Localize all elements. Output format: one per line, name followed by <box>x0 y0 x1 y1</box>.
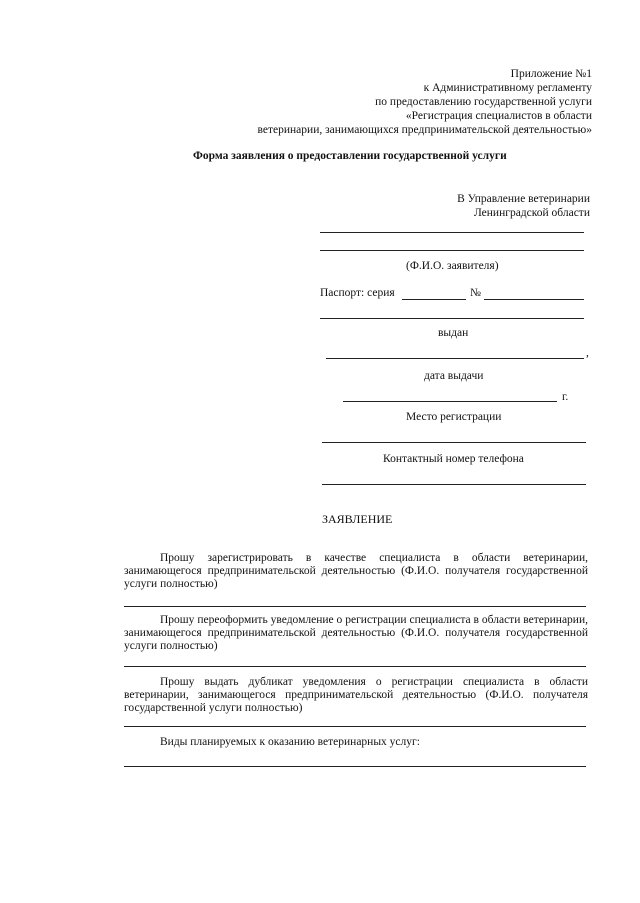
phone-label: Контактный номер телефона <box>383 453 524 465</box>
statement-title: ЗАЯВЛЕНИЕ <box>322 512 393 526</box>
issue-date-line[interactable] <box>343 401 557 402</box>
form-title: Форма заявления о предоставлении государственной услуги <box>193 150 507 162</box>
issued-by-comma: , <box>586 347 589 359</box>
request-reissue-name-line[interactable] <box>124 666 586 667</box>
applicant-name-label: (Ф.И.О. заявителя) <box>406 260 499 272</box>
services-label: Виды планируемых к оказанию ветеринарных услуг: <box>160 736 420 748</box>
appendix-number: Приложение №1 <box>510 68 592 80</box>
appendix-service-name-2: ветеринарии, занимающихся предпринимательской деятельностью» <box>257 124 592 136</box>
applicant-name-line-2[interactable] <box>320 250 584 251</box>
request-register-text: Прошу зарегистрировать в качестве специалиста в области ветеринарии, занимающегося предпринимательской деятельностью (Ф.И.О. получателя государственной услуги полностью) <box>124 552 588 590</box>
phone-line[interactable] <box>322 484 586 485</box>
request-duplicate-text: Прошу выдать дубликат уведомления о регистрации специалиста в области ветеринарии, занимающегося предпринимательской деятельностью (Ф.И.О. получателя государственной услуги полностью) <box>124 676 588 714</box>
passport-series-line[interactable] <box>402 299 466 300</box>
addressee-line-2: Ленинградской области <box>473 207 590 219</box>
passport-number-sign: № <box>470 287 481 299</box>
passport-extra-line[interactable] <box>320 318 584 319</box>
passport-series-label: Паспорт: серия <box>320 287 395 299</box>
request-duplicate <box>124 676 588 715</box>
appendix-service: по предоставлению государственной услуги <box>375 96 592 108</box>
registration-label: Место регистрации <box>406 411 502 423</box>
appendix-regulation: к Административному регламенту <box>423 82 592 94</box>
applicant-name-line-1[interactable] <box>320 232 584 233</box>
issued-by-line[interactable] <box>326 358 584 359</box>
appendix-service-name-1: «Регистрация специалистов в области <box>405 110 592 122</box>
request-reissue-text: Прошу переоформить уведомление о регистрации специалиста в области ветеринарии, занимающегося предпринимательской деятельностью (Ф.И.О. получателя государственной услуги полностью) <box>124 614 588 652</box>
addressee-line-1: В Управление ветеринарии <box>457 193 590 205</box>
registration-line[interactable] <box>322 442 586 443</box>
issue-date-year-suffix: г. <box>562 391 569 403</box>
request-register-name-line[interactable] <box>124 606 586 607</box>
request-duplicate-name-line[interactable] <box>124 726 586 727</box>
services-line[interactable] <box>124 766 586 767</box>
request-register <box>124 552 588 591</box>
issue-date-label: дата выдачи <box>424 370 484 382</box>
request-reissue <box>124 614 588 653</box>
issued-by-label: выдан <box>438 327 469 339</box>
passport-number-line[interactable] <box>484 299 584 300</box>
